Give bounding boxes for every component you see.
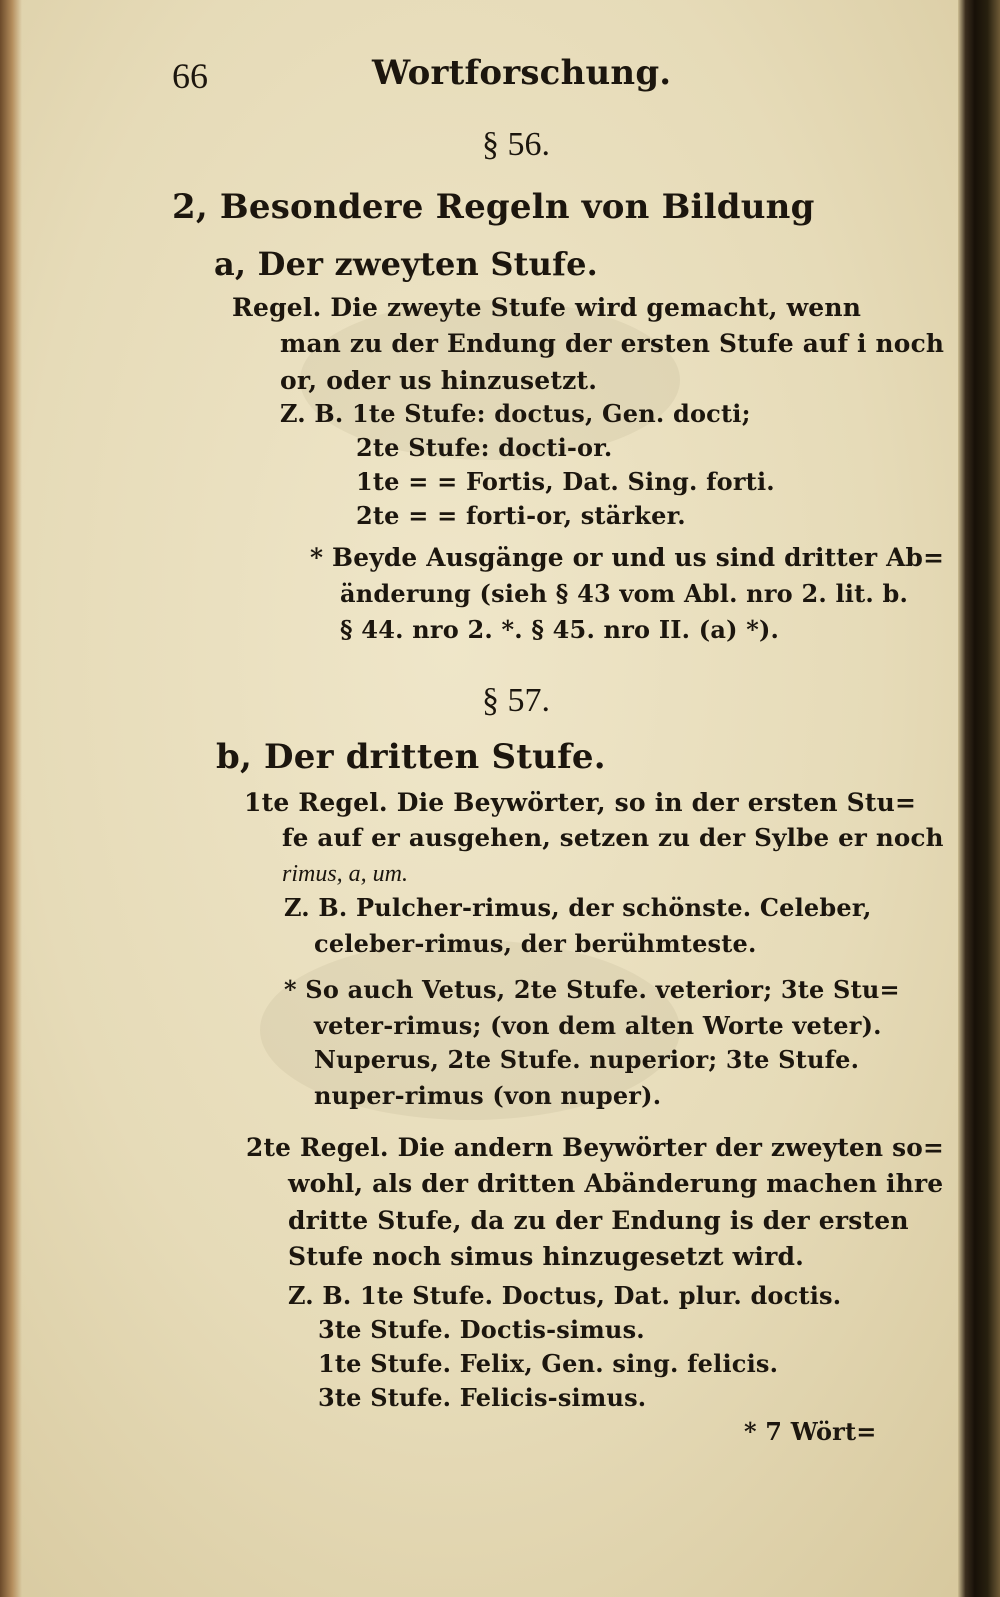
catchword: * 7 Wört= bbox=[744, 1417, 877, 1446]
note-line: nuper-rimus (von nuper). bbox=[314, 1081, 662, 1110]
example-line: Z. B. 1te Stufe: doctus, Gen. docti; bbox=[280, 399, 751, 428]
page-number: 66 bbox=[172, 56, 208, 96]
example-line: 2te Stufe: docti-or. bbox=[356, 433, 613, 462]
example-line: Z. B. Pulcher-rimus, der schönste. Celeber, bbox=[284, 893, 872, 922]
note-line: * Beyde Ausgänge or und us sind dritter Ab= bbox=[310, 543, 945, 572]
section-number-57: § 57. bbox=[482, 682, 550, 719]
rule-line: Stufe noch simus hinzugesetzt wird. bbox=[288, 1242, 805, 1271]
note-line: veter-rimus; (von dem alten Worte veter). bbox=[314, 1011, 882, 1040]
rule-line: 1te Regel. Die Beywörter, so in der ersten Stu= bbox=[244, 788, 917, 817]
page-edge bbox=[0, 0, 22, 1597]
note-line: Nuperus, 2te Stufe. nuperior; 3te Stufe. bbox=[314, 1045, 860, 1074]
rule-line: rimus, a, um. bbox=[282, 861, 409, 887]
rule-line: man zu der Endung der ersten Stufe auf i noch bbox=[280, 329, 945, 358]
rule-line: 2te Regel. Die andern Beywörter der zweyten so= bbox=[246, 1133, 945, 1162]
note-line: § 44. nro 2. *. § 45. nro II. (a) *). bbox=[340, 615, 780, 644]
book-gutter bbox=[958, 0, 1000, 1597]
section-heading: b, Der dritten Stufe. bbox=[216, 737, 606, 777]
example-line: 3te Stufe. Doctis-simus. bbox=[318, 1315, 645, 1344]
note-line: * So auch Vetus, 2te Stufe. veterior; 3te Stu= bbox=[284, 975, 900, 1004]
example-line: 1te = = Fortis, Dat. Sing. forti. bbox=[356, 467, 775, 496]
running-head: Wortforschung. bbox=[372, 53, 672, 93]
example-line: 3te Stufe. Felicis-simus. bbox=[318, 1383, 647, 1412]
rule-line: dritte Stufe, da zu der Endung is der ersten bbox=[288, 1206, 909, 1235]
subheading: a, Der zweyten Stufe. bbox=[214, 245, 598, 283]
section-heading: 2, Besondere Regeln von Bildung bbox=[172, 187, 815, 227]
rule-line: fe auf er ausgehen, setzen zu der Sylbe er noch bbox=[282, 823, 944, 852]
rule-line: Regel. Die zweyte Stufe wird gemacht, wenn bbox=[232, 293, 862, 322]
note-line: änderung (sieh § 43 vom Abl. nro 2. lit. b. bbox=[340, 579, 909, 608]
example-line: 1te Stufe. Felix, Gen. sing. felicis. bbox=[318, 1349, 779, 1378]
rule-line: or, oder us hinzusetzt. bbox=[280, 366, 598, 395]
example-line: 2te = = forti-or, stärker. bbox=[356, 501, 686, 530]
rule-line: wohl, als der dritten Abänderung machen ihre bbox=[288, 1169, 944, 1198]
example-line: Z. B. 1te Stufe. Doctus, Dat. plur. doctis. bbox=[288, 1281, 842, 1310]
example-line: celeber-rimus, der berühmteste. bbox=[314, 929, 757, 958]
section-number-56: § 56. bbox=[482, 126, 550, 163]
